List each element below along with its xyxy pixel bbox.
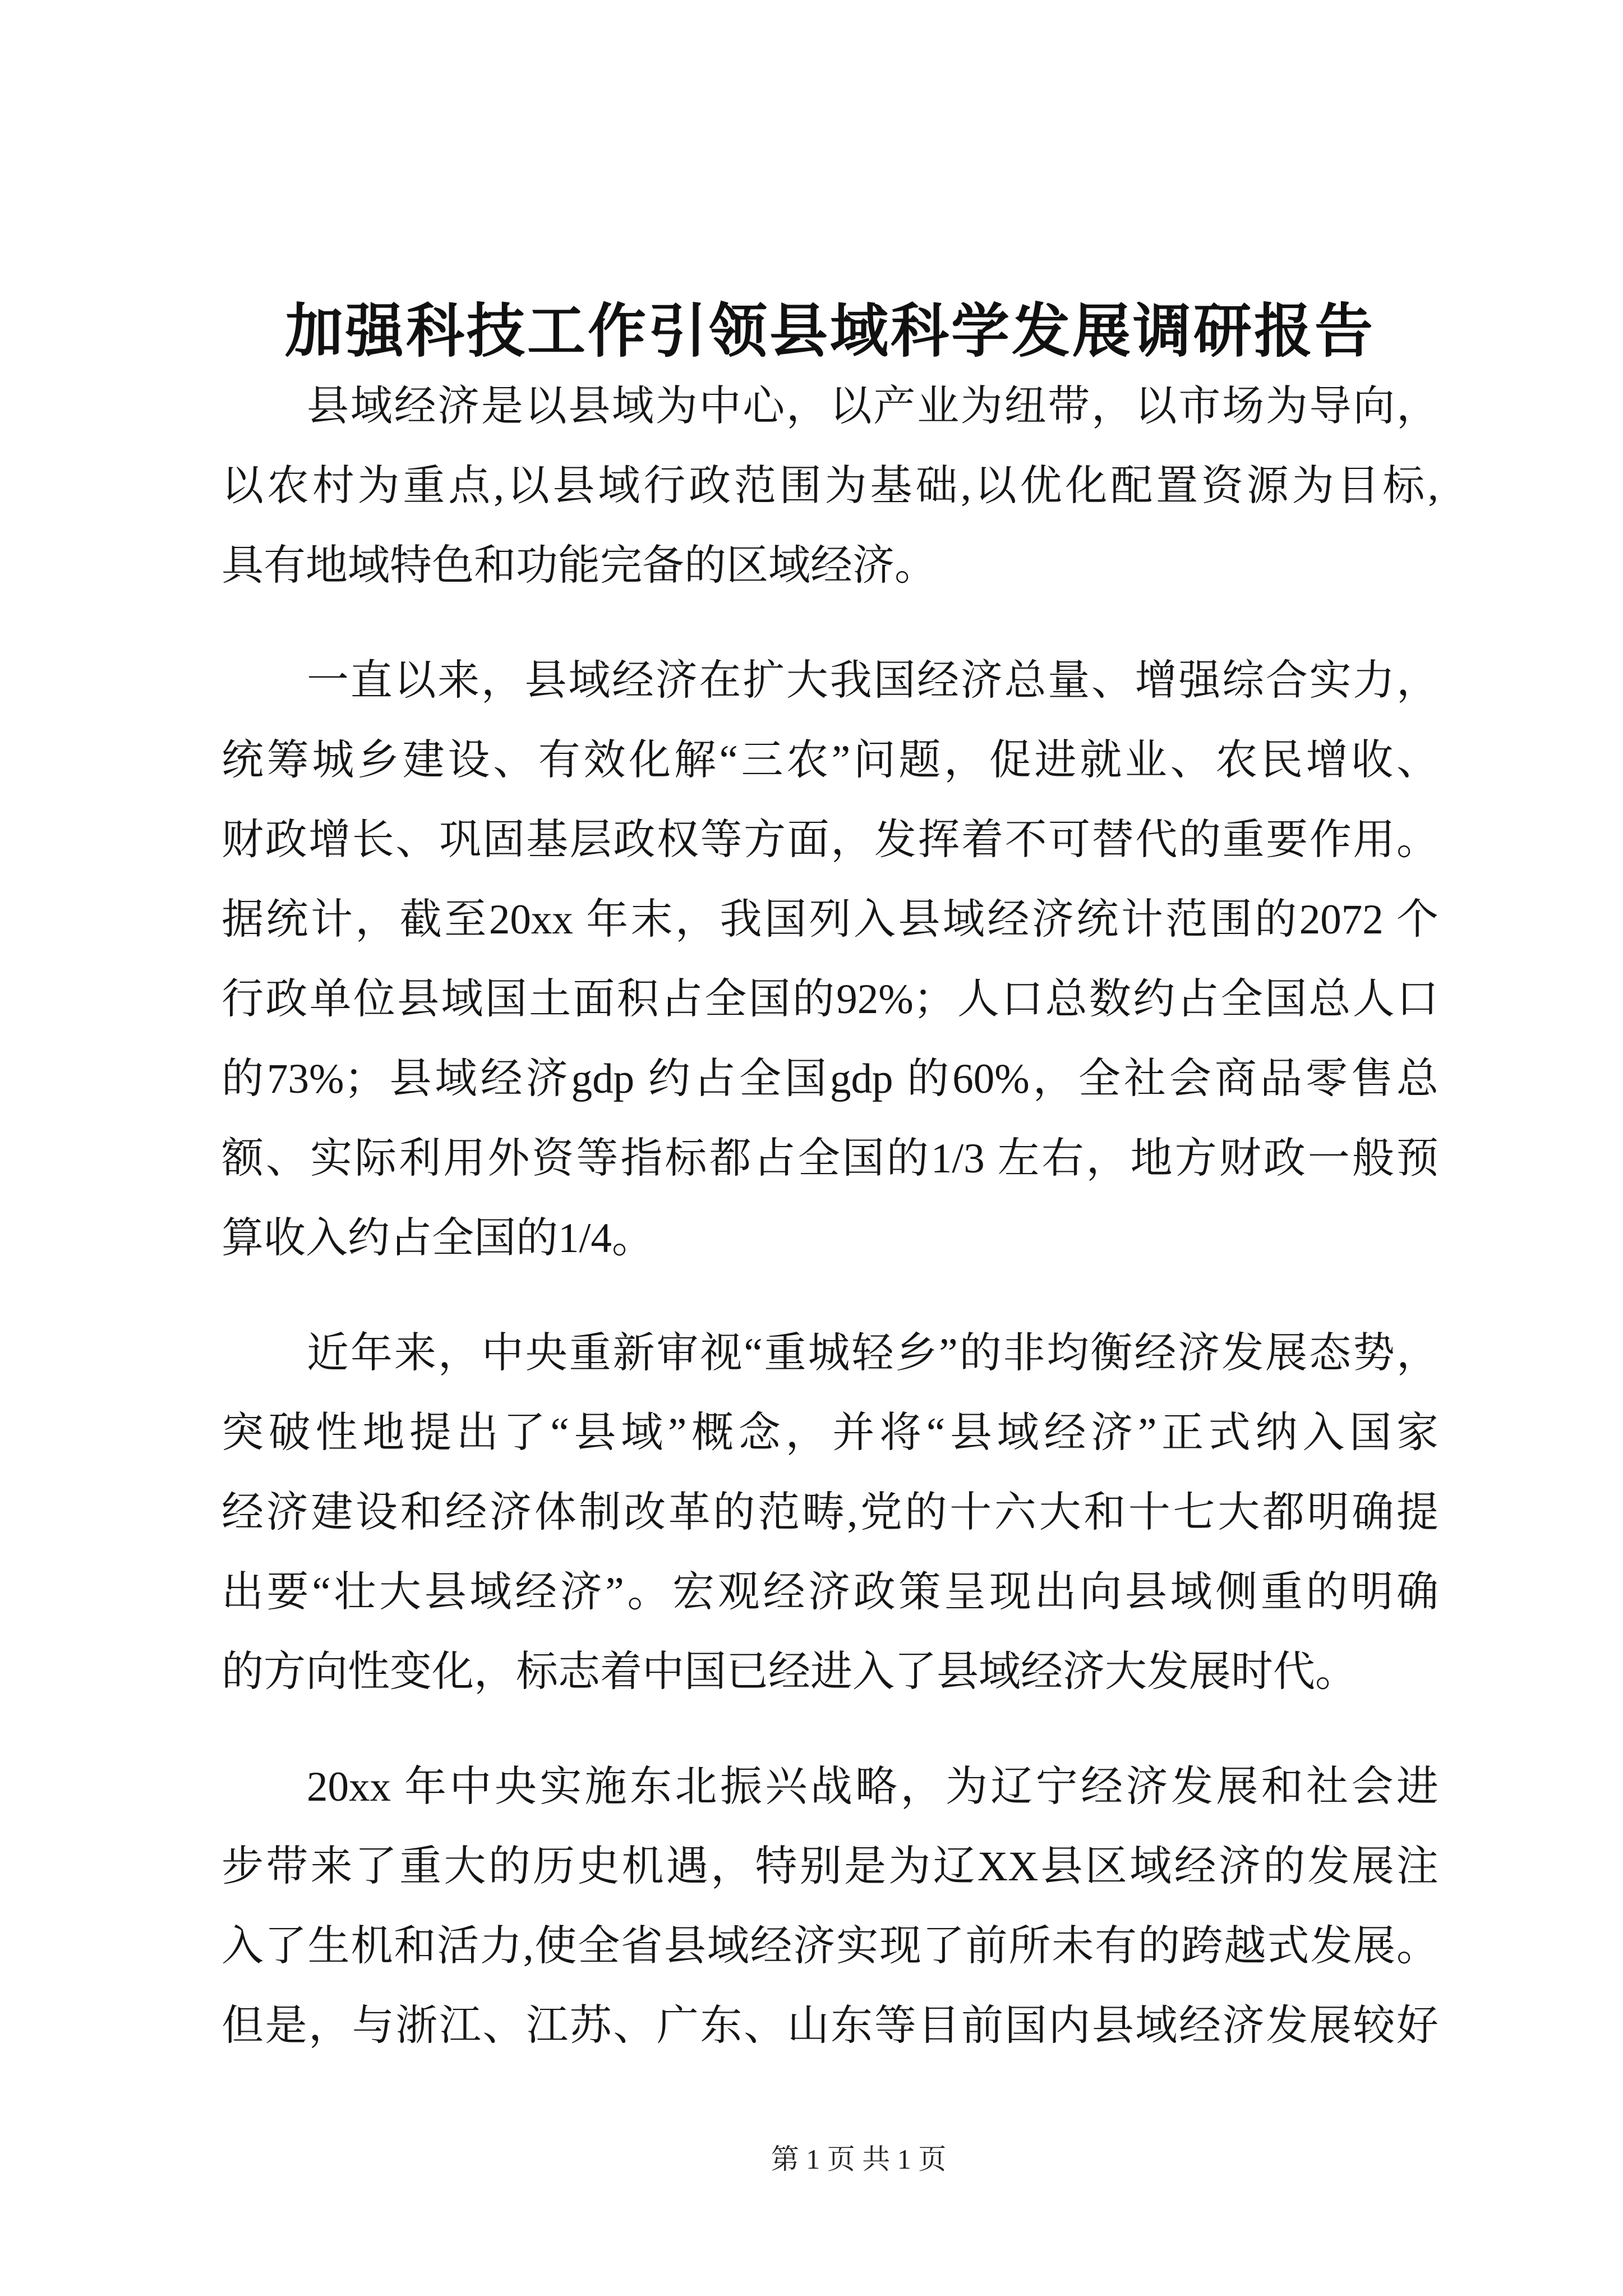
paragraph-line: 20xx 年中央实施东北振兴战略，为辽宁经济发展和社会进 — [307, 1764, 1438, 1810]
paragraph-line: 据统计，截至20xx 年末，我国列入县域经济统计范围的2072 个 — [222, 896, 1438, 943]
paragraph-line: 额、实际利用外资等指标都占全国的1/3 左右，地方财政一般预 — [222, 1135, 1438, 1182]
body-paragraph — [222, 1747, 1438, 2066]
paragraph-line: 入了生机和活力,使全省县域经济实现了前所未有的跨越式发展。 — [222, 1923, 1438, 1970]
paragraph-line: 算收入约占全国的1/4。 — [222, 1215, 654, 1262]
paragraph-line: 以农村为重点,以县域行政范围为基础,以优化配置资源为目标, — [222, 463, 1438, 509]
paragraph-line: 一直以来，县域经济在扩大我国经济总量、增强综合实力， — [307, 657, 1438, 704]
body-paragraph — [222, 1314, 1438, 1712]
page-number-label: 第 1 页 共 1 页 — [771, 2143, 947, 2175]
paragraph-line: 统筹城乡建设、有效化解“三农”问题，促进就业、农民增收、 — [222, 737, 1438, 784]
paragraph-line: 突破性地提出了“县域”概念，并将“县域经济”正式纳入国家 — [222, 1410, 1438, 1456]
page-footer — [690, 2139, 1027, 2179]
paragraph-line: 具有地域特色和功能完备的区域经济。 — [222, 542, 937, 589]
paragraph-line: 经济建设和经济体制改革的范畴,党的十六大和十七大都明确提 — [222, 1489, 1438, 1536]
body-paragraph — [222, 641, 1438, 1278]
paragraph-line: 财政增长、巩固基层政权等方面，发挥着不可替代的重要作用。 — [222, 817, 1438, 863]
body-paragraph — [222, 367, 1438, 606]
paragraph-line: 县域经济是以县域为中心，以产业为纽带，以市场为导向， — [307, 383, 1438, 430]
paragraph-line: 的73%；县域经济gdp 约占全国gdp 的60%，全社会商品零售总 — [222, 1056, 1438, 1102]
paragraph-line: 但是，与浙江、江苏、广东、山东等目前国内县域经济发展较好 — [222, 2003, 1438, 2049]
paragraph-line: 行政单位县域国土面积占全国的92%；人口总数约占全国总人口 — [222, 976, 1438, 1023]
document-body — [222, 367, 1438, 2066]
paragraph-line: 的方向性变化，标志着中国已经进入了县域经济大发展时代。 — [222, 1649, 1358, 1695]
document-title: 加强科技工作引领县域科学发展调研报告 — [284, 300, 1375, 364]
paragraph-line: 出要“壮大县域经济”。宏观经济政策呈现出向县域侧重的明确 — [222, 1569, 1438, 1616]
paragraph-line: 步带来了重大的历史机遇，特别是为辽XX县区域经济的发展注 — [222, 1843, 1438, 1890]
paragraph-line: 近年来，中央重新审视“重城轻乡”的非均衡经济发展态势， — [307, 1330, 1438, 1377]
